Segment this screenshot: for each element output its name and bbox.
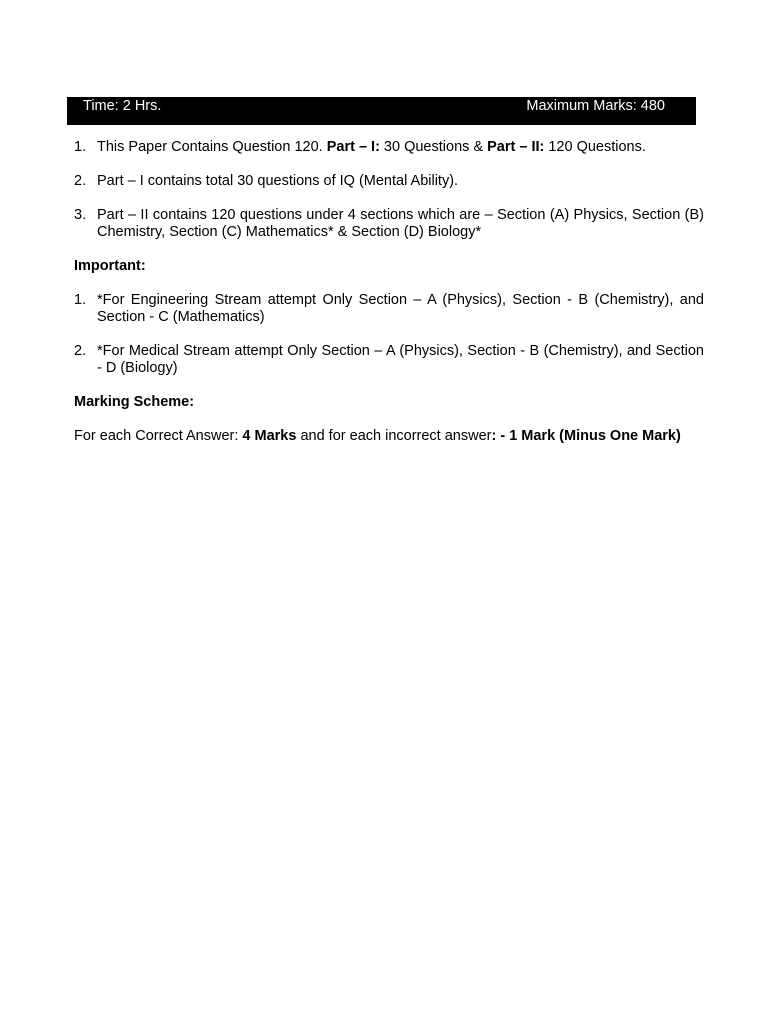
correct-marks: 4 Marks (242, 428, 297, 444)
item-text: *For Engineering Stream attempt Only Section – A (Physics), Section - B (Chemistry), and Section - C (Mathematics) (97, 292, 704, 325)
part-two-label: Part – II: (487, 139, 545, 155)
marking-scheme-heading: Marking Scheme: (74, 394, 195, 410)
instruction-item-1 (74, 139, 704, 156)
incorrect-marks: : - 1 Mark (Minus One Mark) (491, 428, 681, 444)
item-number: 2. (74, 173, 87, 189)
item-number: 2. (74, 343, 87, 359)
maximum-marks-label: Maximum Marks: 480 (526, 98, 665, 114)
text-run: 120 Questions. (544, 139, 646, 155)
part-one-label: Part – I: (326, 139, 380, 155)
text-run: This Paper Contains Question 120. (97, 139, 327, 155)
time-label: Time: 2 Hrs. (83, 98, 162, 114)
item-text: Part – II contains 120 questions under 4 sections which are – Section (A) Physics, Section (B) Chemistry, Section (C) Mathematics* & Section (D) Biology* (97, 207, 704, 240)
item-number: 1. (74, 292, 87, 308)
item-text (97, 139, 704, 156)
text-run: For each Correct Answer: (74, 428, 243, 444)
marking-scheme-text (74, 428, 704, 445)
item-text: *For Medical Stream attempt Only Section – A (Physics), Section - B (Chemistry), and Section - D (Biology) (97, 343, 704, 376)
text-run: 30 Questions & (379, 139, 488, 155)
instruction-item-3 (74, 207, 704, 241)
instruction-item-2 (74, 173, 704, 190)
important-item-1 (74, 292, 704, 326)
important-heading: Important: (74, 258, 146, 274)
instructions-content (74, 139, 704, 445)
important-item-2 (74, 343, 704, 377)
header-bar (67, 97, 696, 125)
item-number: 1. (74, 139, 87, 155)
item-text: Part – I contains total 30 questions of IQ (Mental Ability). (97, 173, 459, 189)
item-number: 3. (74, 207, 87, 223)
text-run: and for each incorrect answer (296, 428, 492, 444)
